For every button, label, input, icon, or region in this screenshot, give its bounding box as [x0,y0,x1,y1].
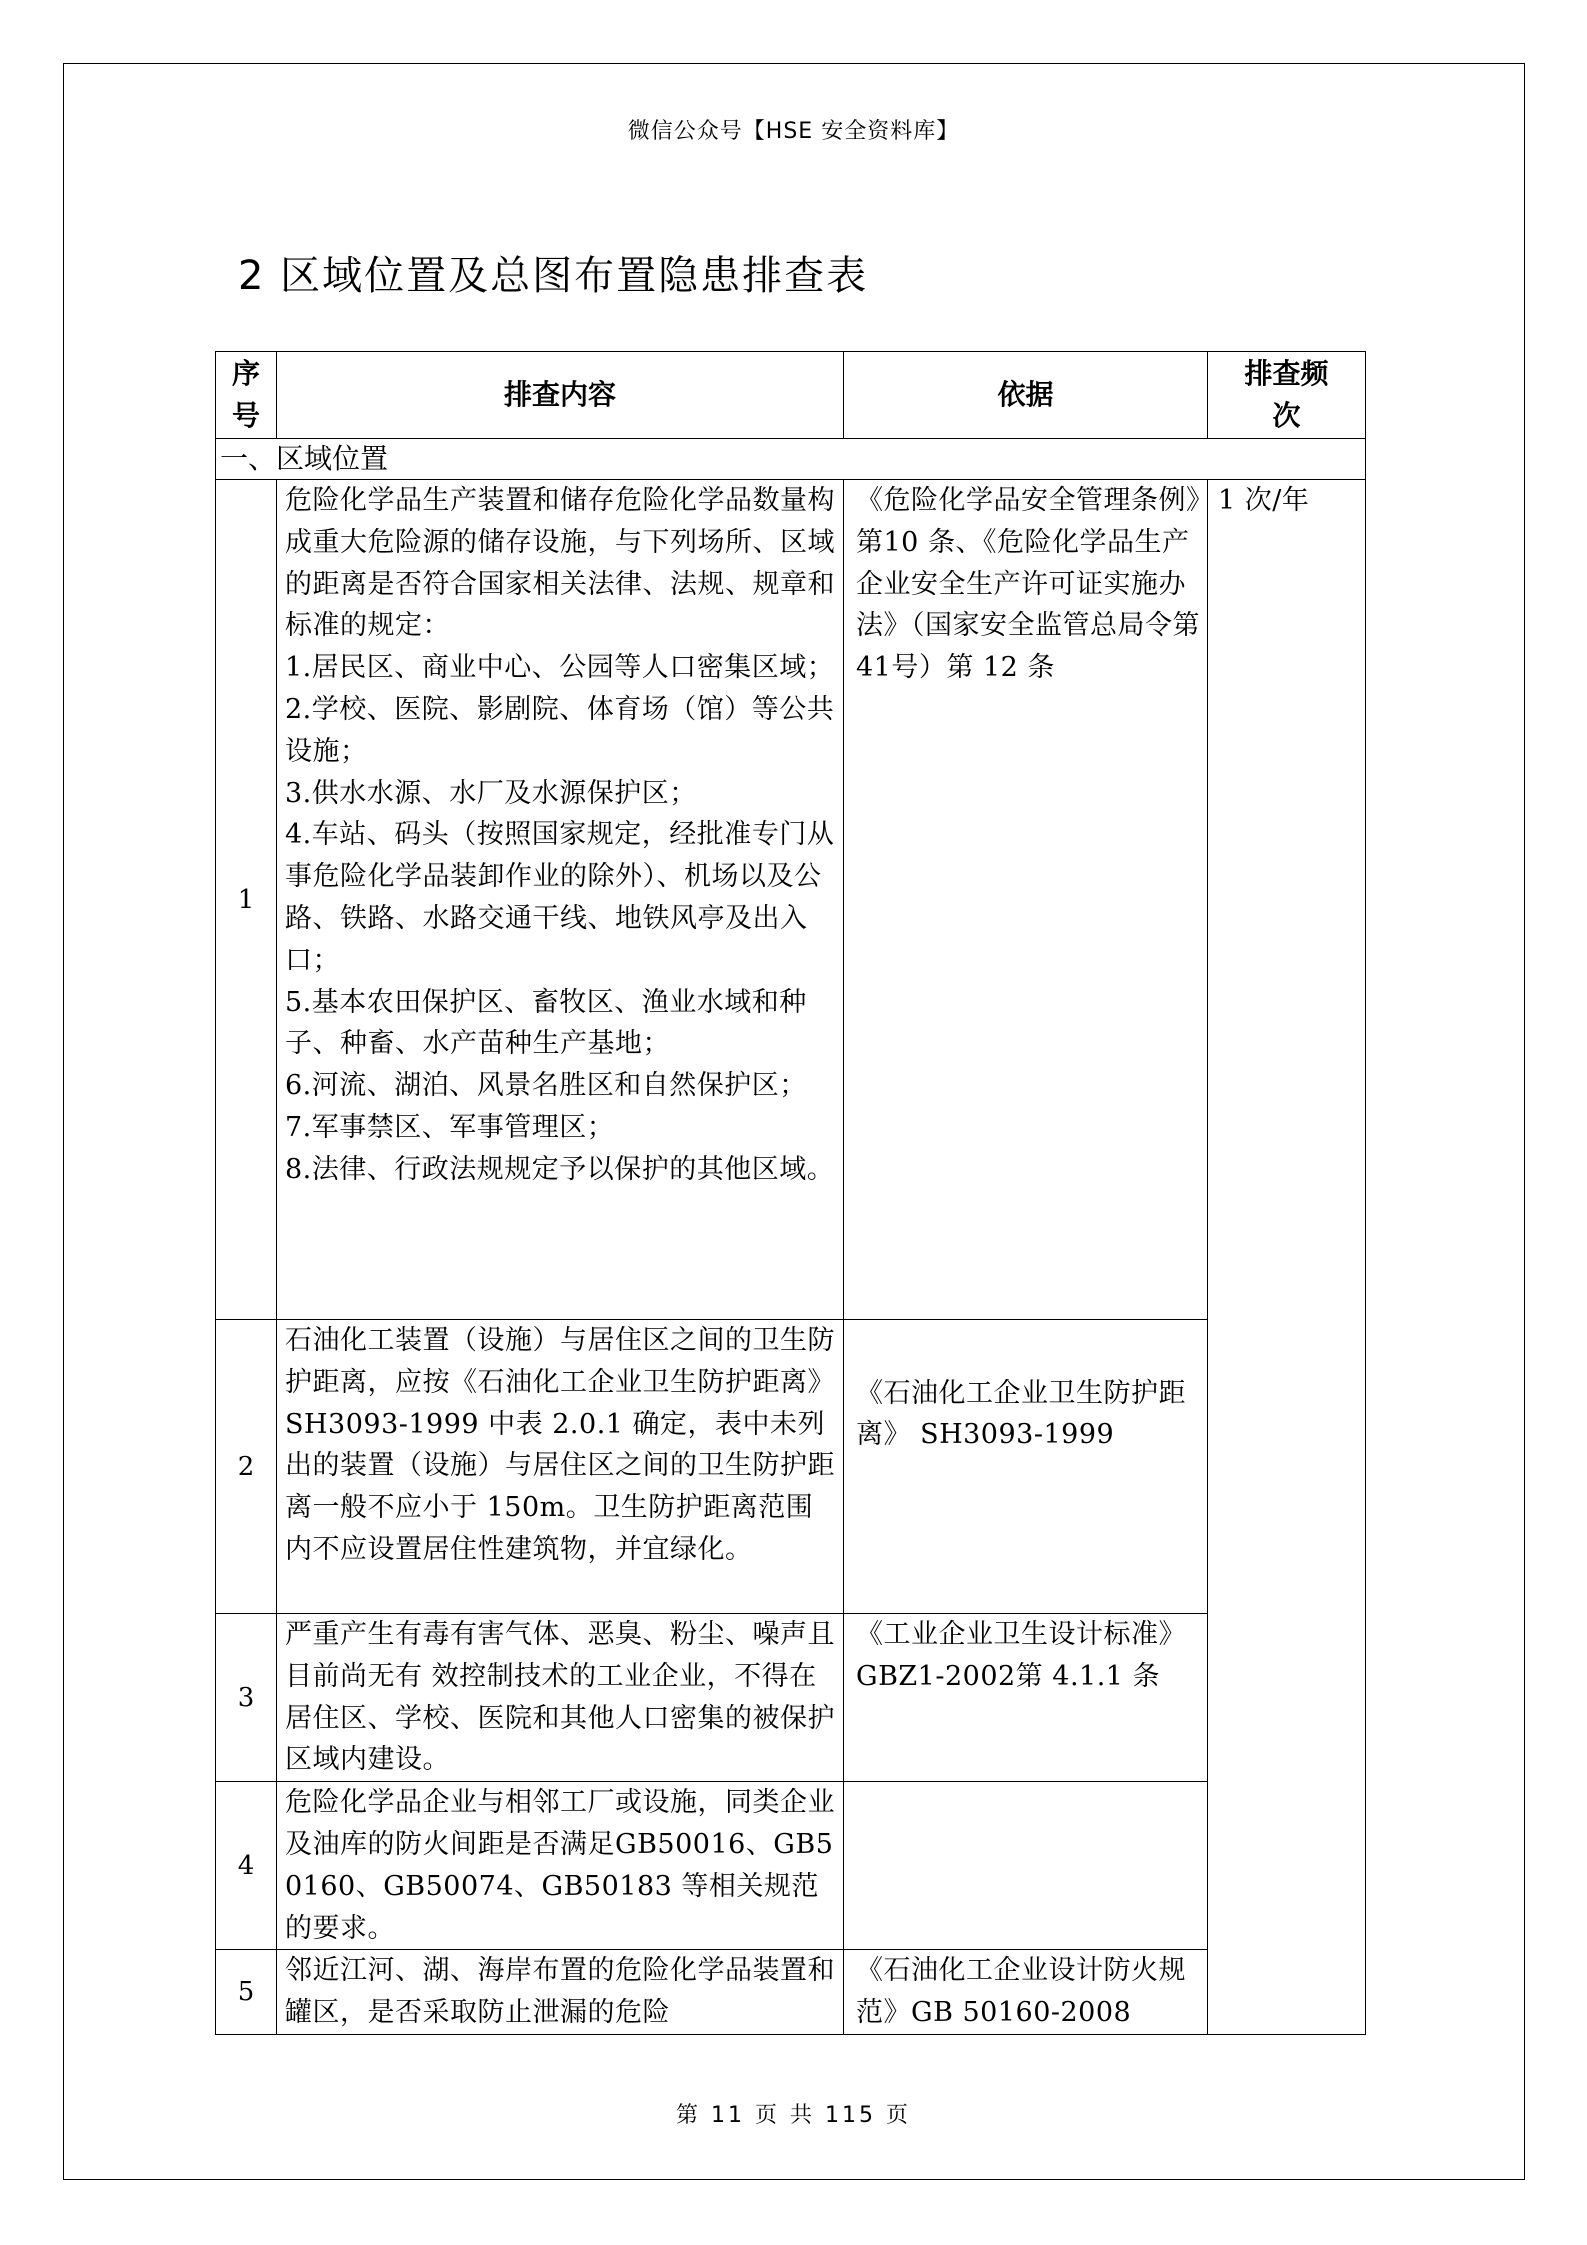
row-index: 5 [216,1950,277,2035]
row-index: 1 [216,480,277,1320]
row-frequency: 1 次/年 [1208,480,1366,2035]
section-title: 一、区域位置 [216,439,1366,480]
header-content: 排查内容 [277,352,844,439]
row-basis: 《危险化学品安全管理条例》第10 条、《危险化学品生产企业安全生产许可证实施办法》（国家安全监管总局令第41号）第 12 条 [844,480,1208,1320]
row-content: 严重产生有毒有害气体、恶臭、粉尘、噪声且目前尚无有 效控制技术的工业企业，不得在居住区、学校、医院和其他人口密集的被保护区域内建设。 [277,1614,844,1782]
section-row [216,439,1366,480]
row-basis: 《石油化工企业卫生防护距离》 SH3093-1999 [844,1320,1208,1614]
row-basis [844,1782,1208,1950]
row-index: 2 [216,1320,277,1614]
page-footer: 第 11 页 共 115 页 [676,2103,911,2128]
page-header: 微信公众号【HSE 安全资料库】 [627,119,960,144]
table-row [216,1950,1366,2035]
row-index: 3 [216,1614,277,1782]
row-content: 石油化工装置（设施）与居住区之间的卫生防护距离，应按《石油化工企业卫生防护距离》SH3093-1999 中表 2.0.1 确定，表中未列出的装置（设施）与居住区之间的卫生防护距离一般不应小于 150m。卫生防护距离范围内不应设置居住性建筑物，并宜绿化。 [277,1320,844,1614]
row-index: 4 [216,1782,277,1950]
table-row [216,1782,1366,1950]
inspection-table [215,351,1366,2035]
header-index: 序号 [216,352,277,439]
page-title: 2 区域位置及总图布置隐患排查表 [238,253,869,299]
row-basis: 《石油化工企业设计防火规范》GB 50160-2008 [844,1950,1208,2035]
table-row [216,1320,1366,1614]
table-header-row [216,352,1366,439]
row-basis: 《工业企业卫生设计标准》GBZ1-2002第 4.1.1 条 [844,1614,1208,1782]
header-basis: 依据 [844,352,1208,439]
table-row [216,480,1366,1320]
header-frequency: 排查频次 [1208,352,1366,439]
row-content: 危险化学品生产装置和储存危险化学品数量构成重大危险源的储存设施，与下列场所、区域的距离是否符合国家相关法律、法规、规章和标准的规定： 1.居民区、商业中心、公园等人口密集区域； 2.学校、医院、影剧院、体育场（馆）等公共设施； 3.供水水源、水厂及水源保护区； 4.车站、码头（按照国家规定，经批准专门从事危险化学品装卸作业的除外）、机场以及公路、铁路、水路交通干线、地铁风亭及出入口； 5.基本农田保护区、畜牧区、渔业水域和种子、种畜、水产苗种生产基地； 6.河流、湖泊、风景名胜区和自然保护区； 7.军事禁区、军事管理区； 8.法律、行政法规规定予以保护的其他区域。 [277,480,844,1320]
row-content: 邻近江河、湖、海岸布置的危险化学品装置和罐区，是否采取防止泄漏的危险 [277,1950,844,2035]
row-content: 危险化学品企业与相邻工厂或设施，同类企业及油库的防火间距是否满足GB50016、GB50160、GB50074、GB50183 等相关规范的要求。 [277,1782,844,1950]
table-row [216,1614,1366,1782]
